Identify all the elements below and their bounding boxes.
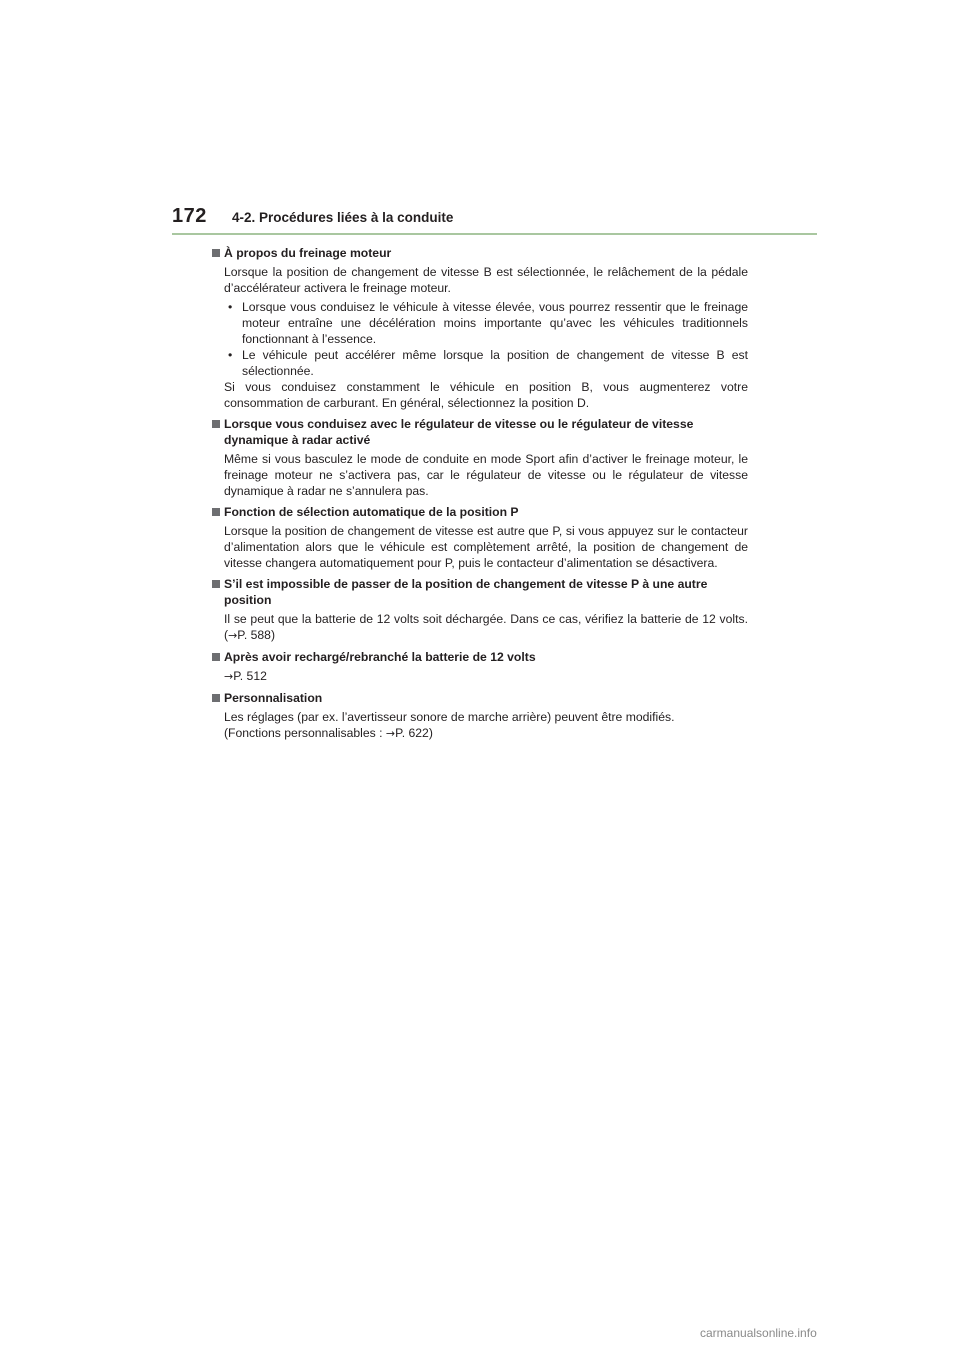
chapter-title: 4-2. Procédures liées à la conduite bbox=[232, 210, 454, 225]
section-paragraph: Si vous conduisez constamment le véhicule en position B, vous augmenterez votre consommation de carburant. En général, sélectionnez la position D. bbox=[224, 380, 748, 410]
watermark: carmanualsonline.info bbox=[700, 1326, 817, 1340]
section-paragraph: Il se peut que la batterie de 12 volts soit déchargée. Dans ce cas, vérifiez la batterie de 12 volts. (→P. 588) bbox=[224, 612, 748, 642]
section-title: Personnalisation bbox=[212, 690, 748, 706]
arrow-icon: → bbox=[228, 629, 238, 642]
section-title: S’il est impossible de passer de la position de changement de vitesse P à une autre position bbox=[212, 576, 748, 608]
page-reference[interactable]: P. 512 bbox=[233, 669, 267, 683]
section-battery-reconnect bbox=[212, 649, 748, 685]
square-bullet-icon bbox=[212, 508, 220, 516]
section-title: Lorsque vous conduisez avec le régulateur de vitesse ou le régulateur de vitesse dynamique à radar activé bbox=[212, 416, 748, 448]
section-title: Après avoir rechargé/rebranché la batterie de 12 volts bbox=[212, 649, 748, 665]
page-header bbox=[172, 205, 817, 235]
section-cruise-control bbox=[212, 416, 748, 499]
header-divider bbox=[172, 233, 817, 235]
arrow-icon: → bbox=[224, 670, 234, 683]
bullet-item: • Lorsque vous conduisez le véhicule à vitesse élevée, vous pourrez ressentir que le freinage moteur entraîne une décélération moins importante qu’avec les véhicules traditionnels fonctionnant à l’essence. bbox=[228, 300, 748, 346]
section-customization bbox=[212, 690, 748, 742]
bullet-dot-icon: • bbox=[228, 348, 233, 362]
section-paragraph: Lorsque la position de changement de vitesse B est sélectionnée, le relâchement de la pédale d’accélérateur activera le freinage moteur. bbox=[224, 265, 748, 295]
section-engine-braking bbox=[212, 245, 748, 411]
square-bullet-icon bbox=[212, 249, 220, 257]
square-bullet-icon bbox=[212, 653, 220, 661]
page-reference[interactable]: P. 588 bbox=[237, 628, 271, 642]
section-paragraph: Les réglages (par ex. l’avertisseur sonore de marche arrière) peuvent être modifiés. bbox=[224, 710, 675, 724]
page-content bbox=[212, 245, 748, 747]
section-reference bbox=[212, 668, 748, 685]
square-bullet-icon bbox=[212, 580, 220, 588]
arrow-icon: → bbox=[385, 727, 396, 740]
section-title: Fonction de sélection automatique de la position P bbox=[212, 504, 748, 520]
section-shift-from-p bbox=[212, 576, 748, 644]
page-reference[interactable]: P. 622 bbox=[395, 726, 429, 740]
bullet-dot-icon: • bbox=[228, 300, 233, 314]
page-number: 172 bbox=[172, 205, 207, 227]
section-paragraph: (Fonctions personnalisables : →P. 622) bbox=[224, 726, 433, 740]
section-title: À propos du freinage moteur bbox=[212, 245, 748, 261]
section-paragraph: Lorsque la position de changement de vitesse est autre que P, si vous appuyez sur le contacteur d’alimentation alors que le véhicule est complètement arrêté, la position de changement de vitesse changera automatiquement pour P, puis le contacteur d’alimentation se désactivera. bbox=[224, 524, 748, 570]
section-paragraph: Même si vous basculez le mode de conduite en mode Sport afin d’activer le freinage moteur, le freinage moteur ne s’activera pas, car le régulateur de vitesse ou le régulateur de vitesse dynamique à radar ne s’annulera pas. bbox=[224, 452, 748, 498]
bullet-item: • Le véhicule peut accélérer même lorsque la position de changement de vitesse B est sélectionnée. bbox=[228, 348, 748, 378]
square-bullet-icon bbox=[212, 694, 220, 702]
square-bullet-icon bbox=[212, 420, 220, 428]
section-auto-p-selection bbox=[212, 504, 748, 571]
